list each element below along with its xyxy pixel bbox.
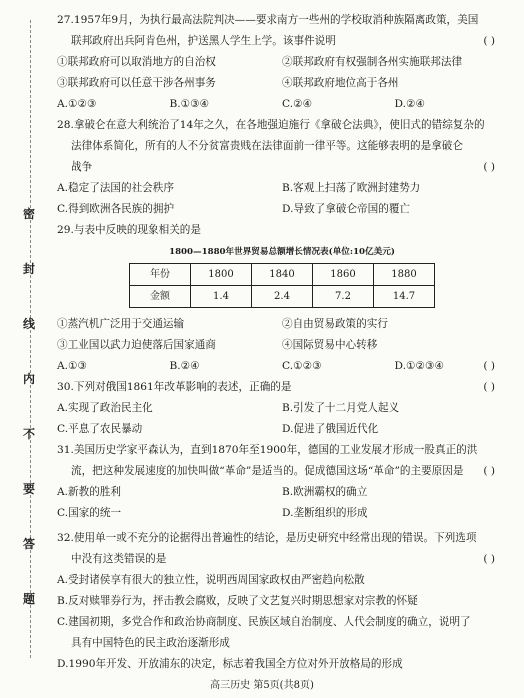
option-d: D.促进了俄国近代化: [282, 423, 379, 435]
answer-blank: ( ): [483, 35, 495, 47]
question-27: [57, 10, 507, 115]
option-c: C.得到欧洲各民族的拥护: [57, 203, 175, 215]
binding-char: 不: [22, 427, 35, 441]
table-cell: 1800: [191, 264, 252, 286]
option-a: A.稳定了法国的社会秩序: [57, 182, 174, 194]
table-cell: 1840: [252, 264, 313, 286]
question-stem: 32.使用单一或不充分的论据得出普遍性的结论，是历史研究中经常出现的错误。下列选项: [57, 532, 477, 544]
table-cell: 金额: [130, 286, 191, 308]
binding-margin: [0, 0, 44, 698]
option-d: D.垄断组织的形成: [282, 507, 368, 519]
option-d: D.1990年开发、开放浦东的决定，标志着我国全方位对外开放格局的形成: [57, 658, 403, 670]
option-c: C.①②③: [282, 360, 322, 372]
option-b: B.反对赎罪券行为，抨击教会腐败，反映了文艺复兴时期思想家对宗教的怀疑: [57, 595, 418, 607]
question-30: [57, 377, 507, 440]
binding-char: 题: [22, 592, 35, 606]
table-cell: 1880: [374, 264, 435, 286]
exam-content: [57, 10, 507, 675]
table-cell: 1.4: [191, 286, 252, 308]
question-28: [57, 115, 507, 220]
question-stem: 31.美国历史学家平森认为，直到1870年至1900年，德国的工业发展才形成一股真正的洪: [57, 444, 478, 456]
option-a: A.①③: [57, 360, 88, 372]
answer-blank: ( ): [483, 161, 495, 173]
option-a: A.新教的胜利: [57, 486, 121, 498]
statement-item: ①联邦政府可以取消地方的自治权: [57, 56, 216, 68]
question-stem: 法律体系简化，所有的人不分贫富贵贱在法律面前一律平等。这能够表明的是拿破仑: [71, 140, 463, 152]
binding-char: 要: [22, 482, 35, 496]
option-c: C.②④: [282, 98, 313, 110]
question-stem: 中没有这类错误的是: [71, 553, 167, 565]
binding-char: 答: [22, 537, 35, 551]
binding-char: 封: [22, 262, 35, 276]
option-a: A.实现了政治民主化: [57, 402, 153, 414]
question-29: [57, 220, 507, 377]
option-c: C.国家的统一: [57, 507, 122, 519]
binding-warning-text: [22, 205, 36, 607]
option-c: C.平息了农民暴动: [57, 423, 143, 435]
answer-blank: ( ): [483, 553, 495, 565]
option-c-continued: 具有中国特色的民主政治逐渐形成: [71, 637, 230, 649]
binding-char: 密: [22, 207, 35, 221]
answer-blank: ( ): [483, 465, 495, 477]
answer-blank: ( ): [483, 381, 495, 393]
statement-item: ①蒸汽机广泛用于交通运输: [57, 318, 185, 330]
statement-item: ④国际贸易中心转移: [282, 339, 378, 351]
question-stem: 27.1957年9月，为执行最高法院判决——要求南方一些州的学校取消种族隔离政策，美国: [57, 14, 479, 26]
table-row: [130, 286, 435, 308]
statement-item: ②自由贸易政策的实行: [282, 318, 388, 330]
page-footer: 高三历史 第5页(共8页): [210, 680, 314, 691]
table-cell: 2.4: [252, 286, 313, 308]
trade-table: [129, 263, 435, 308]
question-stem: 流，把这种发展速度的加快叫做“革命”是适当的。促成德国这场“革命”的主要原因是: [71, 465, 464, 477]
option-d: D.②④: [394, 98, 425, 110]
question-stem: 28.拿破仑在意大利统治了14年之久，在各地强迫施行《拿破仑法典》，使旧式的错综复杂的: [57, 119, 485, 131]
statement-item: ④联邦政府地位高于各州: [282, 77, 399, 89]
table-caption: 1800—1880年世界贸易总额增长情况表(单位:10亿美元): [169, 247, 395, 257]
question-31: [57, 440, 507, 524]
option-a: A.①②③: [57, 98, 97, 110]
statement-item: ②联邦政府有权强制各州实施联邦法律: [282, 56, 463, 68]
answer-blank: ( ): [483, 360, 495, 372]
option-d: D.①②③④: [394, 360, 444, 372]
statement-item: ③联邦政府可以任意干涉各州事务: [57, 77, 216, 89]
option-b: B.欧洲霸权的确立: [282, 486, 368, 498]
statement-item: ③工业国以武力迫使落后国家通商: [57, 339, 216, 351]
option-a: A.受封诸侯享有很大的独立性，说明西周国家政权由严密趋向松散: [57, 574, 365, 586]
question-32: [57, 528, 507, 675]
question-stem: 29.与表中反映的现象相关的是: [57, 224, 201, 236]
question-stem: 战争: [71, 161, 93, 173]
table-cell: 14.7: [374, 286, 435, 308]
binding-char: 内: [22, 372, 35, 386]
binding-char: 线: [22, 317, 35, 331]
option-b: B.②④: [169, 360, 200, 372]
option-b: B.①③④: [169, 98, 210, 110]
option-c: C.建国初期，多党合作和政治协商制度、民族区域自治制度、人代会制度的确立，说明了: [57, 616, 471, 628]
table-cell: 7.2: [313, 286, 374, 308]
option-b: B.引发了十二月党人起义: [282, 402, 400, 414]
table-cell: 年份: [130, 264, 191, 286]
option-b: B.客观上扫荡了欧洲封建势力: [282, 182, 421, 194]
option-d: D.导致了拿破仑帝国的覆亡: [282, 203, 411, 215]
question-stem: 30.下列对俄国1861年改革影响的表述，正确的是: [57, 381, 292, 393]
table-row: [130, 264, 435, 286]
table-cell: 1860: [313, 264, 374, 286]
question-stem: 联邦政府出兵阿肯色州，护送黑人学生上学。该事件说明: [71, 35, 336, 47]
